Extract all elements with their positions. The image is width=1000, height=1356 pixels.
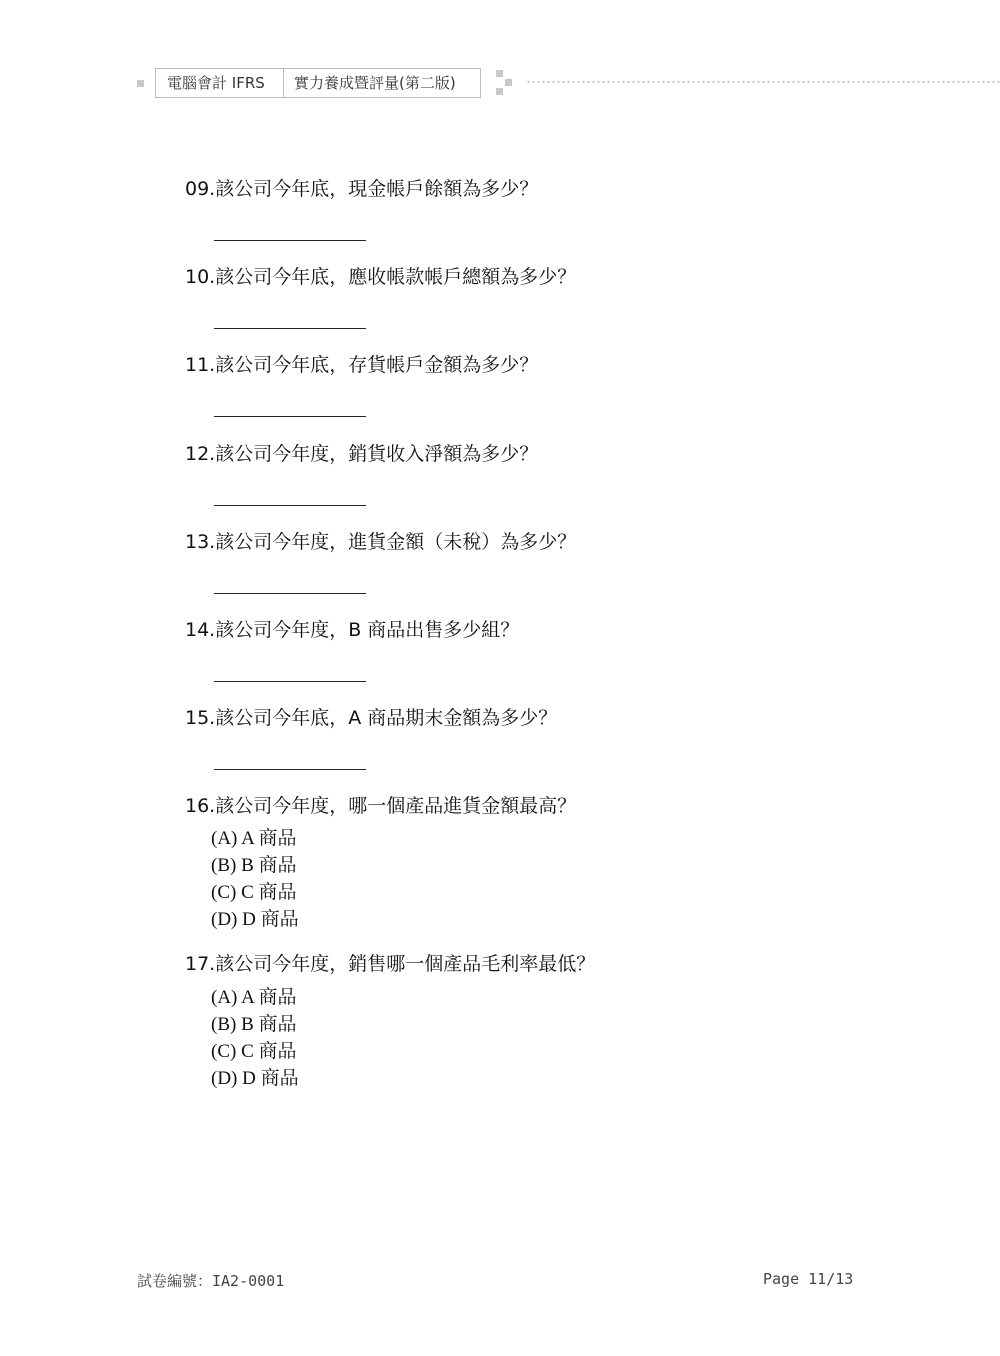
answer-blank xyxy=(214,593,366,594)
question-17: 17.該公司今年度，銷售哪一個產品毛利率最低？ xyxy=(185,953,596,975)
header-decor-square xyxy=(505,79,512,86)
question-11: 11.該公司今年底，存貨帳戶金額為多少？ xyxy=(185,354,539,376)
header-decor-square xyxy=(496,88,503,95)
option-a: (A) A 商品 xyxy=(211,828,297,849)
header-book-title: 電腦會計 IFRS xyxy=(167,74,265,92)
answer-blank xyxy=(214,240,366,241)
header-dotted-rule xyxy=(526,81,1000,83)
question-12: 12.該公司今年度，銷貨收入淨額為多少？ xyxy=(185,443,539,465)
question-10: 10.該公司今年底，應收帳款帳戶總額為多少？ xyxy=(185,266,577,288)
option-c: (C) C 商品 xyxy=(211,882,297,903)
footer-page-number: Page 11/13 xyxy=(763,1270,854,1288)
option-d: (D) D 商品 xyxy=(211,1068,299,1089)
question-13: 13.該公司今年度，進貨金額（未稅）為多少？ xyxy=(185,531,577,553)
header-decor-square xyxy=(496,70,503,77)
header-book-subtitle: 實力養成暨評量(第二版) xyxy=(294,74,456,92)
answer-blank xyxy=(214,505,366,506)
answer-blank xyxy=(214,681,366,682)
header-decor-square xyxy=(137,80,144,87)
answer-blank xyxy=(214,416,366,417)
question-15: 15.該公司今年底，A 商品期末金額為多少？ xyxy=(185,707,558,729)
option-b: (B) B 商品 xyxy=(211,855,297,876)
footer-exam-code: 試卷編號：IA2-0001 xyxy=(137,1272,285,1290)
option-b: (B) B 商品 xyxy=(211,1014,297,1035)
question-16: 16.該公司今年度，哪一個產品進貨金額最高？ xyxy=(185,795,577,817)
option-a: (A) A 商品 xyxy=(211,987,297,1008)
question-14: 14.該公司今年度，B 商品出售多少組？ xyxy=(185,619,520,641)
option-c: (C) C 商品 xyxy=(211,1041,297,1062)
question-09: 09.該公司今年底，現金帳戶餘額為多少？ xyxy=(185,178,539,200)
answer-blank xyxy=(214,328,366,329)
option-d: (D) D 商品 xyxy=(211,909,299,930)
answer-blank xyxy=(214,769,366,770)
